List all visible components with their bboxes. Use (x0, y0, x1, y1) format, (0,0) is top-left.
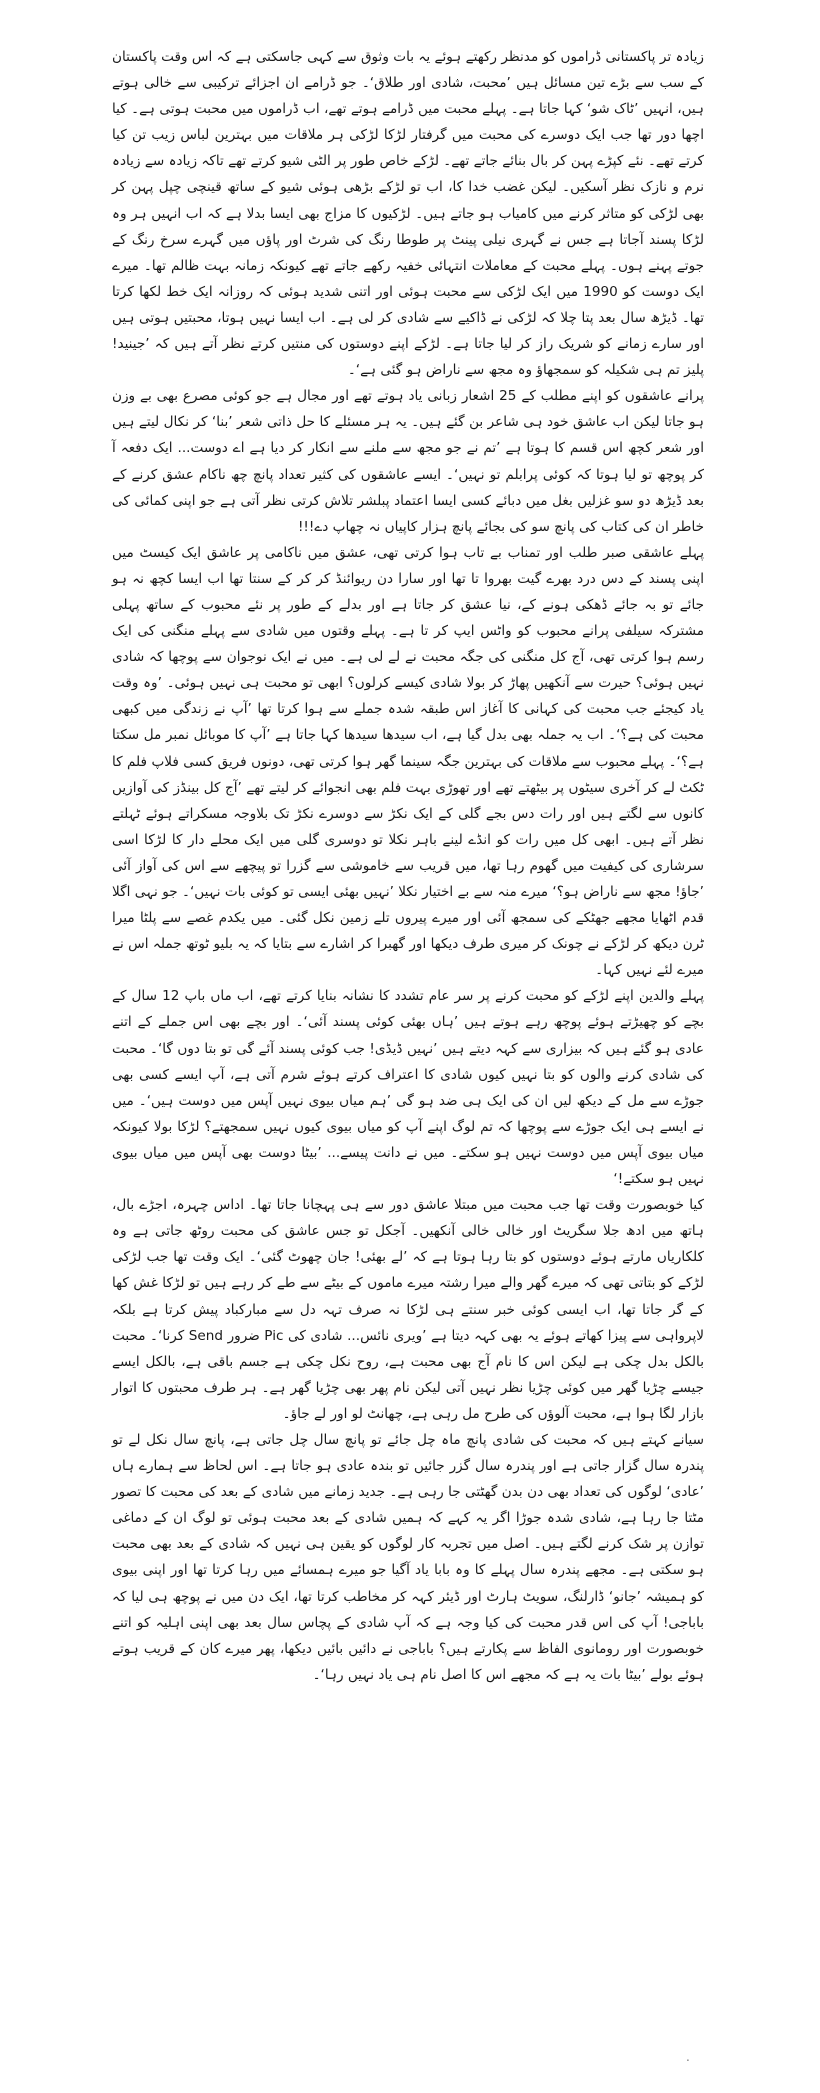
paragraph-6: سیانے کہتے ہیں کہ محبت کی شادی پانچ ماہ چل جائے تو پانچ سال چل جاتی ہے، پانچ سال نکل لے تو پندرہ سال گزار جاتی ہے اور پندرہ سال گزر جائیں تو بندہ عادی ہو جاتا ہے۔ اس لحاظ سے ہمارے ہاں ’عادی‘ لوگوں کی تعداد بھی دن بدن گھٹتی جا رہی ہے۔ جدید زمانے میں شادی کے بعد کی محبت کا تصور مٹتا جا رہا ہے، شادی شدہ جوڑا اگر یہ کہے کہ ہمیں شادی کے بعد محبت ہوئی تو لوگ ان کے دماغی توازن پر شک کرنے لگتے ہیں۔ اصل میں تجربہ کار لوگوں کو یقین ہی نہیں کہ شادی کے بعد بھی محبت ہو سکتی ہے۔ مجھے پندرہ سال پہلے کا وہ بابا یاد آگیا جو میرے ہمسائے میں رہا کرتا تھا اور اپنی بیوی کو ہمیشہ ’جانو‘ ڈارلنگ، سویٹ ہارٹ اور ڈیئر کہہ کر مخاطب کرتا تھا، ایک دن میں نے پوچھ ہی لیا کہ باباجی! آپ کی اس قدر محبت کی کیا وجہ ہے کہ آپ شادی کے پچاس سال بعد بھی اپنی اہلیہ کو اتنے خوبصورت اور رومانوی الفاظ سے پکارتے ہیں؟ باباجی نے دائیں بائیں دیکھا، پھر میرے کان کے قریب ہوتے ہوئے بولے ’بیٹا بات یہ ہے کہ مجھے اس کا اصل نام ہی یاد نہیں رہا‘۔ (112, 1431, 704, 1683)
paragraph-3: پہلے عاشقی صبر طلب اور تمناب بے تاب ہوا کرتی تھی، عشق میں ناکامی پر عاشق ایک کیسٹ میں اپنی پسند کے دس درد بھرے گیت بھروا تا تھا اور سارا دن ریوائنڈ کر کر کے سنتا تھا اب ایسا کچھ نہ ہو جائے تو بہ جائے ڈھکی ہونے کے، نیا عشق کر جاتا ہے اور بدلے کے طور پر نئے محبوب کے ساتھ پہلی مشترکہ سیلفی پرانے محبوب کو واٹس ایپ کر تا ہے۔ پہلے وقتوں میں شادی سے پہلے منگنی کی ایک رسم ہوا کرتی تھی، آج کل منگنی کی جگہ محبت نے لے لی ہے۔ میں نے ایک نوجوان سے پوچھا کہ شادی نہیں ہوئی؟ حیرت سے آنکھیں پھاڑ کر بولا شادی کیسے کرلوں؟ ابھی تو محبت ہی نہیں ہوئی۔ ’وہ وقت یاد کیجئے جب محبت کی کہانی کا آغاز اس طبقہ شدہ جملے سے ہوا کرتا تھا ’آپ نے زندگی میں کبھی محبت کی ہے؟‘۔ اب یہ جملہ بھی بدل گیا ہے، اب سیدھا سیدھا کہا جاتا ہے ’آپ کا موبائل نمبر مل سکتا ہے؟‘۔ پہلے محبوب سے ملاقات کی بہترین جگہ سینما گھر ہوا کرتی تھی، دونوں فریق کسی فلاپ فلم کا ٹکٹ لے کر آخری سیٹوں پر بیٹھتے تھے اور تھوڑی بہت فلم بھی انجوائے کر لیتے تھے ’آج کل بینڈز کی آوازیں کانوں سے لگتے ہیں اور رات دس بجے گلی کے ایک نکڑ سے دوسرے نکڑ تک بلاوجہ مسکراتے ہوئے ٹہلتے نظر آتے ہیں۔ ابھی کل میں رات کو انڈے لینے باہر نکلا تو دوسری گلی میں ایک محلے دار کا لڑکا اسی سرشاری کی کیفیت میں گھوم رہا تھا، میں قریب سے خاموشی سے گزرا تو پیچھے سے اس کی آواز آئی ’جاؤ! مجھ سے ناراض ہو؟‘ میرے منہ سے بے اختیار نکلا ’نہیں بھئی ایسی تو کوئی بات نہیں‘۔ جو نہی اگلا قدم اٹھایا مجھے جھٹکے کی سمجھ آئی اور میرے پیروں تلے زمین نکل گئی۔ میں یکدم غصے سے پلٹا میرا ٹرن دیکھ کر لڑکے نے چونک کر میری طرف دیکھا اور گھبرا کر اشارے سے بتایا کہ یہ بلیو ٹوتھ جملہ اس نے میرے لئے نہیں کہا۔ (112, 544, 704, 979)
end-mark: . (686, 2050, 690, 2064)
paragraph-2: پرانے عاشقوں کو اپنے مطلب کے 25 اشعار زبانی یاد ہوتے تھے اور مجال ہے جو کوئی مصرع بھی بے وزن ہو جاتا لیکن اب عاشق خود ہی شاعر بن گئے ہیں۔ یہ ہر مسئلے کا حل ذاتی شعر ’بنا‘ کر نکال لیتے ہیں اور شعر کچھ اس قسم کا ہوتا ہے ’تم نے جو مجھ سے ملنے سے انکار کر دیا ہے اے دوست... ایک دفعہ آ کر پوچھ تو لیا ہوتا کہ کوئی پرابلم تو نہیں‘۔ ایسے عاشقوں کی کثیر تعداد پانچ چھ ناکام عشق کرنے کے بعد ڈیڑھ دو سو غزلیں بغل میں دبائے کسی ایسا اعتماد پبلشر تلاش کرتی نظر آتی ہے جو اپنی کمائی کی خاطر ان کی کتاب کی پانچ سو کی بجائے پانچ ہزار کاپیاں نہ چھاپ دے!!! (112, 388, 705, 535)
paragraph-5: کیا خوبصورت وقت تھا جب محبت میں مبتلا عاشق دور سے ہی پہچانا جاتا تھا۔ اداس چہرہ، اجڑے بال، ہاتھ میں ادھ جلا سگریٹ اور خالی خالی آنکھیں۔ آجکل تو جس عاشق کی محبت روٹھ جاتی ہے وہ کلکاریاں مارتے ہوئے دوستوں کو بتا رہا ہوتا ہے کہ ’لے بھئی! جان چھوٹ گئی‘۔ ایک وقت تھا جب لڑکی لڑکے کو بتاتی تھی کہ میرے گھر والے میرا رشتہ میرے ماموں کے بیٹے سے طے کر رہے ہیں تو لڑکا غش کھا کے گر جاتا تھا، اب ایسی کوئی خبر سنتے ہی لڑکا نہ صرف تہہ دل سے مبارکباد پیش کرتا ہے بلکہ لاپرواہی سے پیزا کھاتے ہوئے یہ بھی کہہ دیتا ہے ’ویری نائس... شادی کی Pic ضرور Send کرنا‘۔ محبت بالکل بدل چکی ہے لیکن اس کا نام آج بھی محبت ہے، روح نکل چکی ہے جسم باقی ہے، بالکل ایسے جیسے چڑیا گھر میں کوئی چڑیا نظر نہیں آتی لیکن نام پھر بھی چڑیا گھر ہے۔ ہر طرف محبتوں کا اتوار بازار لگا ہوا ہے، محبت آلوؤں کی طرح مل رہی ہے، چھانٹ لو اور لے جاؤ۔ (112, 1197, 704, 1422)
paragraph-4: پہلے والدین اپنے لڑکے کو محبت کرنے پر سر عام تشدد کا نشانہ بنایا کرتے تھے، اب ماں باپ 12 سال کے بچے کو چھیڑتے ہوئے پوچھ رہے ہوتے ہیں ’ہاں بھئی کوئی پسند آئی‘۔ اور بچے بھی اس جملے کے اتنے عادی ہو گئے ہیں کہ بیزاری سے کہہ دیتے ہیں ’نہیں ڈیڈی! جب کوئی پسند آئے گی تو بتا دوں گا‘۔ محبت کی شادی کرنے والوں کو بتا نہیں کیوں شادی کا اعتراف کرتے ہوئے شرم آتی ہے، آپ ایسے کسی بھی جوڑے سے مل کے دیکھ لیں ان کی ایک ہی ضد ہو گی ’ہم میاں بیوی نہیں آپس میں دوست ہیں‘۔ میں نے ایسے ہی ایک جوڑے سے پوچھا کہ تم لوگ اپنے آپ کو میاں بیوی کیوں نہیں سمجھتے؟ لڑکا بولا کیونکہ میاں بیوی آپس میں دوست نہیں ہو سکتے۔ میں نے دانت پیسے... ’بیٹا دوست بھی آپس میں میاں بیوی نہیں ہو سکتے!‘ (112, 988, 704, 1188)
article-body (112, 44, 704, 1688)
paragraph-1: زیادہ تر پاکستانی ڈراموں کو مدنظر رکھتے ہوئے یہ بات وثوق سے کہی جاسکتی ہے کہ اس وقت پاکستان کے سب سے بڑے تین مسائل ہیں ’محبت، شادی اور طلاق‘۔ جو ڈرامے ان اجزائے ترکیبی سے خالی ہوتے ہیں، انہیں ’ٹاک شو‘ کہا جاتا ہے۔ پہلے محبت میں ڈرامے ہوتے تھے، اب ڈراموں میں محبت ہوتی ہے۔ کیا اچھا دور تھا جب ایک دوسرے کی محبت میں گرفتار لڑکا لڑکی ہر ملاقات میں بہترین لباس زیب تن کیا کرتے تھے۔ نئے کپڑے پہن کر بال بنائے جاتے تھے۔ لڑکے خاص طور پر الٹی شیو کرتے تھے تاکہ زیادہ سے زیادہ نرم و نازک نظر آسکیں۔ لیکن غضب خدا کا، اب تو لڑکے بڑھی ہوئی شیو کے ساتھ قینچی چپل پہن کر بھی لڑکی کو متاثر کرنے میں کامیاب ہو جاتے ہیں۔ لڑکیوں کا مزاج بھی ایسا بدلا ہے کہ اب انہیں ہر وہ لڑکا پسند آجاتا ہے جس نے گہری نیلی پینٹ پر طوطا رنگ کی شرٹ اور پاؤں میں گہرے سرخ رنگ کے جوتے پہنے ہوں۔ پہلے محبت کے معاملات انتہائی خفیہ رکھے جاتے تھے کیونکہ زمانہ بہت ظالم تھا۔ میرے ایک دوست کو 1990 میں ایک لڑکی سے محبت ہوئی اور اتنی شدید ہوئی کہ روزانہ ایک خط لکھا کرتا تھا۔ ڈیڑھ سال بعد پتا چلا کہ لڑکی نے ڈاکیے سے شادی کر لی ہے۔ اب ایسا نہیں ہوتا، محبتیں ہوتی ہیں اور سارے زمانے کو شریک راز کر لیا جاتا ہے۔ لڑکے اپنے دوستوں کی منتیں کرتے نظر آتے ہیں کہ ’جینید! پلیز تم ہی شکیلہ کو سمجھاؤ وہ مجھ سے ناراض ہو گئی ہے‘۔ (112, 49, 704, 379)
